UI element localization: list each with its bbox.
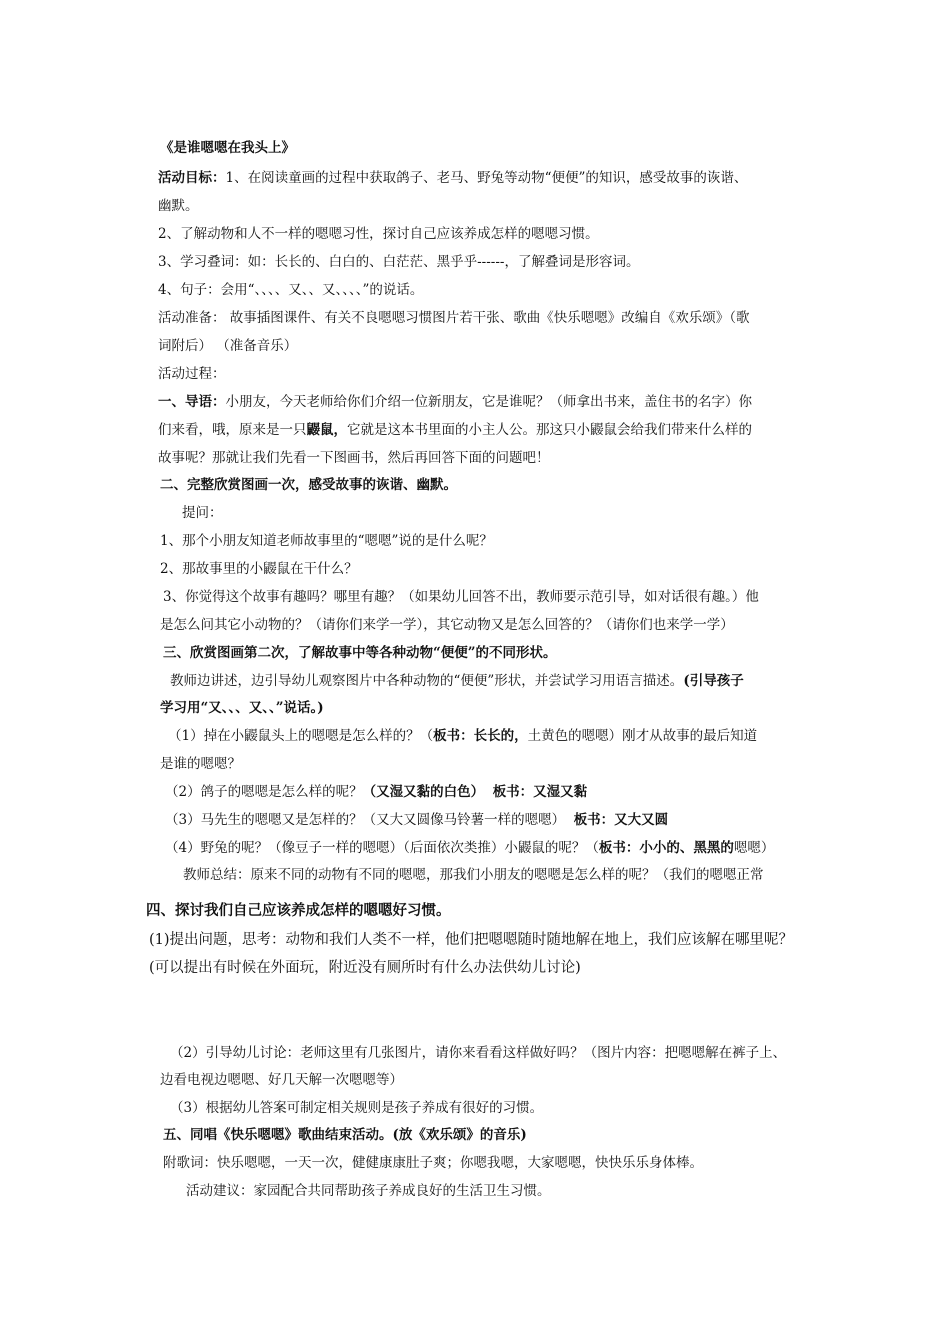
item-1-line-a — [168, 727, 757, 745]
item-4-text-b: 嗯嗯） — [733, 840, 775, 856]
item-2-board: 板书：又湿又黏 — [492, 784, 588, 800]
section-3-heading: 三、欣赏图画第二次，了解故事中等各种动物“便便”的不同形状。 — [163, 645, 557, 661]
question-2: 2、那故事里的小鼹鼠在干什么？ — [160, 561, 358, 577]
prep-line-1: 活动准备： 故事插图课件、有关不良嗯嗯习惯图片若干张、歌曲《快乐嗯嗯》改编自《欢乐颂》（歌 — [158, 310, 750, 326]
doc-title: 《是谁嗯嗯在我头上》 — [160, 140, 295, 156]
goals-label: 活动目标： — [158, 170, 226, 186]
goal-3: 3、学习叠词：如：长长的、白白的、白茫茫、黑乎乎------，了解叠词是形容词。 — [158, 254, 640, 270]
section-3-intro-a — [170, 672, 744, 690]
section-1-label: 一、导语： — [158, 394, 226, 410]
activity-advice: 活动建议：家园配合共同帮助孩子养成良好的生活卫生习惯。 — [186, 1183, 551, 1199]
goal-line-1 — [158, 169, 747, 187]
item-4-text: （4）野兔的呢？（像豆子一样的嗯嗯）（后面依次类推）小鼹鼠的呢？（ — [165, 840, 599, 856]
item-3-text: （3）马先生的嗯嗯又是怎样的？（又大又圆像马铃薯一样的嗯嗯） — [165, 812, 566, 828]
goal-4: 4、句子：会用“、、、、又、、又、、、、”的说话。 — [158, 282, 424, 298]
section-4-p2a: （2）引导幼儿讨论：老师这里有几张图片，请你来看看这样做好吗？（图片内容：把嗯嗯解在裤子上、 — [170, 1045, 787, 1061]
item-2-text: （2）鸽子的嗯嗯是怎么样的呢？ — [165, 784, 363, 800]
item-2 — [165, 783, 587, 801]
goal-2: 2、了解动物和人不一样的嗯嗯习性，探讨自己应该养成怎样的嗯嗯习惯。 — [158, 226, 599, 242]
section-4-p1b: (可以提出有时候在外面玩，附近没有厕所时有什么办法供幼儿讨论) — [149, 960, 581, 976]
section-3-intro-b: 学习用“又、、、又、、”说话。) — [160, 700, 324, 716]
question-3a: 3、你觉得这个故事有趣吗？哪里有趣？（如果幼儿回答不出，教师要示范引导，如对话很有趣。）他 — [163, 589, 759, 605]
question-1: 1、那个小朋友知道老师故事里的“嗯嗯”说的是什么呢？ — [160, 533, 493, 549]
question-3b: 是怎么问其它小动物的？（请你们来学一学），其它动物又是怎么回答的？（请你们也来学一学） — [160, 617, 734, 633]
prep-line-2: 词附后） （准备音乐） — [158, 338, 298, 354]
section-1-line-b — [158, 421, 752, 439]
section-4-p3: （3）根据幼儿答案可制定相关规则是孩子养成有很好的习惯。 — [170, 1100, 544, 1116]
item-2-bold: （又湿又黏的白色） — [362, 784, 485, 800]
section-4-p2b: 边看电视边嗯嗯、好几天解一次嗯嗯等） — [160, 1072, 403, 1088]
section-1-line-a — [158, 393, 752, 411]
item-1-text: （1）掉在小鼹鼠头上的嗯嗯是怎么样的？（ — [168, 728, 434, 744]
section-4-p1: (1)提出问题，思考：动物和我们人类不一样，他们把嗯嗯随时随地解在地上，我们应该解在哪里呢？ — [149, 932, 794, 948]
item-1-line-c: 是谁的嗯嗯？ — [160, 756, 241, 772]
section-3-intro-bold: (引导孩子 — [683, 673, 744, 689]
item-3-board: 板书：又大又圆 — [573, 812, 669, 828]
item-4-board: 板书：小小的、黑黑的 — [598, 840, 734, 856]
item-4 — [165, 839, 774, 857]
item-1-text-b: 土黄色的嗯嗯）刚才从故事的最后知道 — [527, 728, 758, 744]
teacher-summary: 教师总结：原来不同的动物有不同的嗯嗯，那我们小朋友的嗯嗯是怎么样的呢？（我们的嗯嗯正常 — [183, 867, 764, 883]
song-lyrics: 附歌词：快乐嗯嗯，一天一次，健健康康肚子爽；你嗯我嗯，大家嗯嗯，快快乐乐身体棒。 — [163, 1155, 703, 1171]
section-5-heading: 五、同唱《快乐嗯嗯》歌曲结束活动。(放《欢乐颂》的音乐) — [163, 1127, 527, 1143]
goal-1: 1、在阅读童画的过程中获取鸽子、老马、野兔等动物“便便”的知识，感受故事的诙谐、 — [225, 170, 748, 186]
section-1-mole: 鼹鼠， — [306, 422, 347, 438]
section-1-line-c: 故事呢？那就让我们先看一下图画书，然后再回答下面的问题吧！ — [158, 450, 550, 466]
item-3 — [165, 811, 668, 829]
section-3-intro-text: 教师边讲述，边引导幼儿观察图片中各种动物的“便便”形状，并尝试学习用语言描述。 — [170, 673, 684, 689]
section-1-text-b2: 它就是这本书里面的小主人公。那这只小鼹鼠会给我们带来什么样的 — [347, 422, 752, 438]
section-4-heading: 四、探讨我们自己应该养成怎样的嗯嗯好习惯。 — [146, 902, 451, 919]
section-1-text-b1: 们来看，哦，原来是一只 — [158, 422, 307, 438]
section-1-text-a: 小朋友，今天老师给你们介绍一位新朋友，它是谁呢？（师拿出书来，盖住书的名字）你 — [225, 394, 752, 410]
goal-line-1b: 幽默。 — [158, 198, 199, 214]
section-2-heading: 二、完整欣赏图画一次，感受故事的诙谐、幽默。 — [160, 477, 457, 493]
process-label: 活动过程： — [158, 366, 226, 382]
section-2-ask: 提问： — [182, 505, 223, 521]
item-1-board: 板书：长长的， — [433, 728, 528, 744]
